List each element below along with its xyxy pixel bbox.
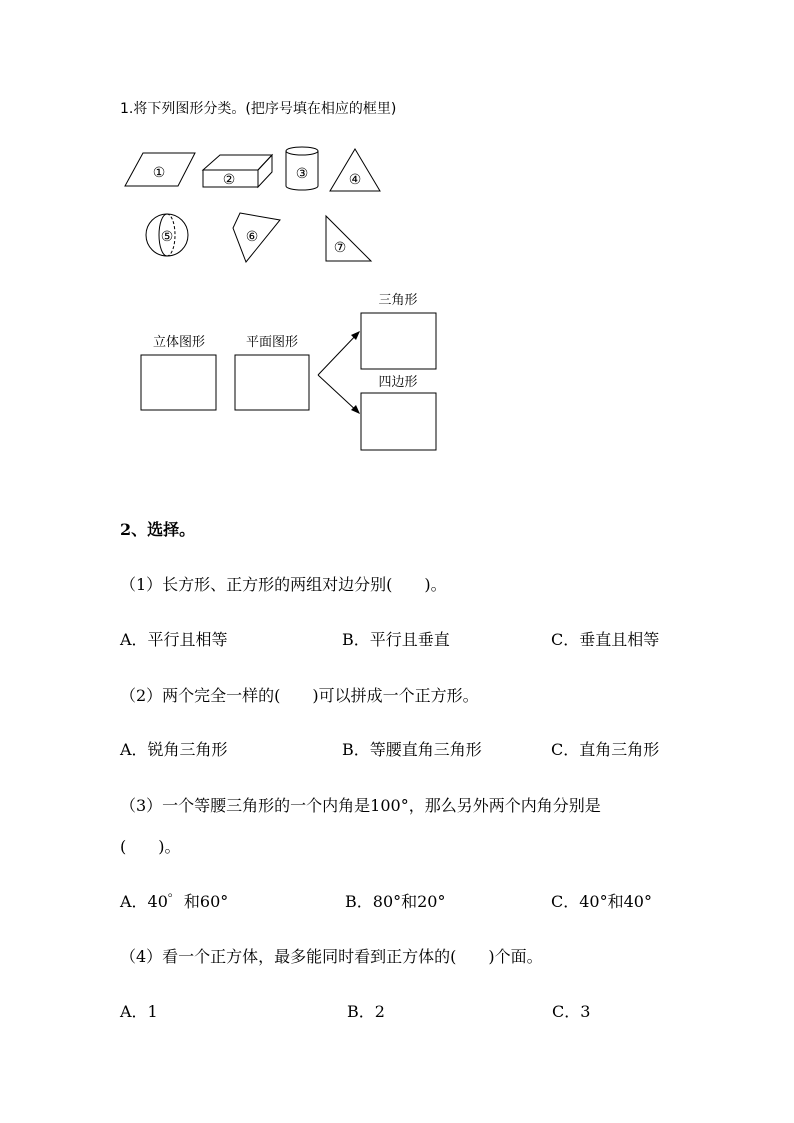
solid-figures-box	[141, 355, 216, 410]
plane-figures-box	[235, 355, 309, 410]
question-2-3-option-a: A．40゜和60°	[120, 892, 229, 911]
shape-number-7: ⑦	[333, 240, 347, 256]
question-2-1-option-c: C．垂直且相等	[551, 630, 660, 649]
question-2-2-option-c: C．直角三角形	[551, 740, 660, 759]
question-2-2-option-b: B．等腰直角三角形	[342, 740, 482, 759]
arrow-line-up	[318, 332, 359, 375]
question-2-3-stem: （3）一个等腰三角形的一个内角是100°，那么另外两个内角分别是	[120, 796, 601, 815]
shape-number-2: ②	[222, 172, 236, 188]
question-2-4-option-a: A．1	[120, 1002, 158, 1021]
triangle-label: 三角形	[378, 293, 418, 308]
shapes-figure	[0, 0, 794, 470]
shape-number-5: ⑤	[160, 229, 174, 245]
question-2-3-stem-continued: ( )。	[120, 837, 181, 856]
arrow-line-down	[318, 375, 359, 413]
quadrilateral-box	[361, 393, 436, 450]
plane-figures-label: 平面图形	[245, 335, 299, 350]
question-2-4-option-b: B．2	[347, 1002, 385, 1021]
quadrilateral-label: 四边形	[378, 375, 418, 390]
solid-figures-label: 立体图形	[152, 335, 206, 350]
question-2-4-stem: （4）看一个正方体，最多能同时看到正方体的( )个面。	[120, 947, 543, 966]
question-2-1-option-b: B．平行且垂直	[342, 630, 450, 649]
cuboid-shape	[203, 155, 272, 187]
shape-number-6: ⑥	[245, 229, 259, 245]
question-2-2-option-a: A．锐角三角形	[120, 740, 228, 759]
triangle-box	[361, 313, 436, 369]
question-2-1-stem: （1）长方形、正方形的两组对边分别( )。	[120, 575, 447, 594]
shape-number-1: ①	[152, 165, 166, 181]
question-2-title: 2、选择。	[120, 520, 196, 539]
question-2-4-option-c: C．3	[552, 1002, 591, 1021]
shape-number-4: ④	[348, 172, 362, 188]
question-2-3-option-b: B．80°和20°	[345, 892, 446, 911]
question-2-1-option-a: A．平行且相等	[120, 630, 228, 649]
shape-number-3: ③	[295, 166, 309, 182]
question-1-title: 1.将下列图形分类。(把序号填在相应的框里)	[120, 101, 397, 117]
question-2-2-stem: （2）两个完全一样的( )可以拼成一个正方形。	[120, 686, 479, 705]
question-2-3-option-c: C．40°和40°	[551, 892, 652, 911]
